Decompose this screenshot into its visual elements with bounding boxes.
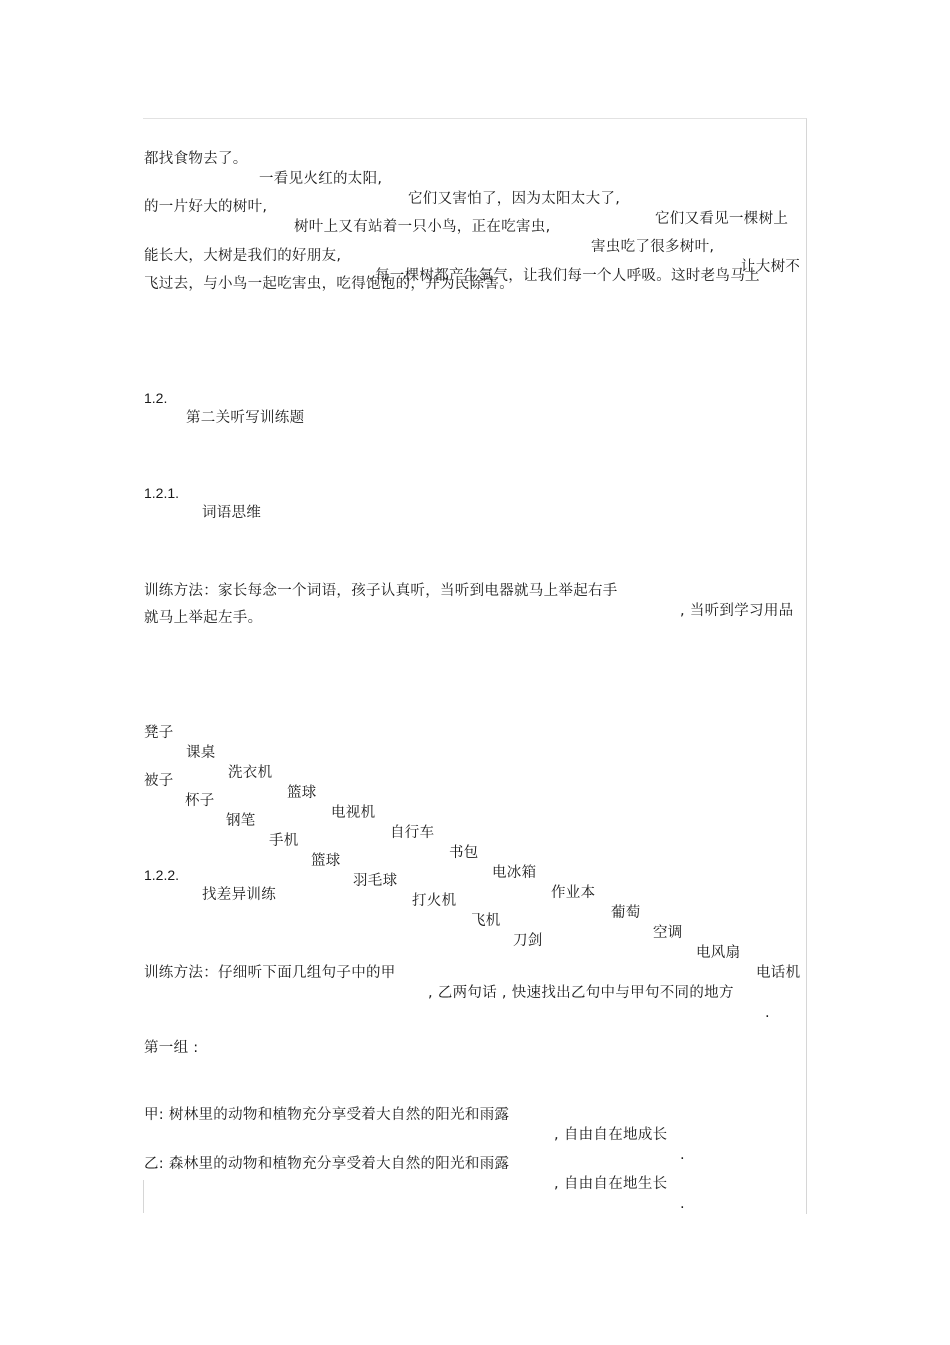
word-item: 凳子 [144, 725, 174, 741]
word-item: 打火机 [412, 893, 457, 909]
section-heading-1-2 [144, 368, 305, 428]
story-text: 它们又看见一棵树上 [655, 211, 789, 227]
story-text: 都找食物去了。 [144, 151, 248, 167]
word-item: 篮球 [287, 785, 317, 801]
story-text: 能长大，大树是我们的好朋友, [144, 248, 342, 264]
word-item: 自行车 [390, 825, 435, 841]
word-item: 葡萄 [611, 905, 641, 921]
word-item: 刀剑 [513, 933, 543, 949]
story-text: 每一棵树都产生氧气，让我们每一个人呼吸。这时老鸟马上 [375, 268, 760, 284]
word-item: 作业本 [551, 885, 596, 901]
sentence-text: . [680, 1196, 685, 1212]
word-item: 羽毛球 [353, 873, 398, 889]
word-item: 洗衣机 [228, 765, 273, 781]
word-item: 空调 [653, 925, 683, 941]
method-line-2: 就马上举起左手。 [144, 610, 263, 626]
sentence-text: . [680, 1147, 685, 1163]
section-title: 找差异训练 [202, 887, 276, 903]
word-item: 钢笔 [226, 813, 256, 829]
section-number: 1.2.1. [144, 485, 180, 501]
sentence-text: , 自由自在地成长 [554, 1127, 668, 1143]
story-text: 一看见火红的太阳, [259, 171, 383, 187]
story-text: 树叶上又有站着一只小鸟，正在吃害虫, [294, 219, 551, 235]
story-text: 它们又害怕了，因为太阳太大了, [408, 191, 621, 207]
section-title: 第二关听写训练题 [186, 410, 305, 426]
sentence-text: 甲: 树林里的动物和植物充分享受着大自然的阳光和雨露 [144, 1107, 510, 1123]
method-text: , 乙两句话 , 快速找出乙句中与甲句不同的地方 [428, 985, 734, 1001]
word-item: 飞机 [471, 913, 501, 929]
word-item: 书包 [449, 845, 479, 861]
story-text: 害虫吃了很多树叶, [591, 239, 715, 255]
section-number: 1.2. [144, 390, 168, 406]
story-text: 的一片好大的树叶, [144, 199, 268, 215]
story-text: 让大树不 [741, 259, 801, 275]
method-text: 训练方法：家长每念一个词语，孩子认真听，当听到电器就马上举起右手 [144, 583, 618, 599]
word-item: 电话机 [756, 965, 801, 981]
word-item: 电风扇 [696, 945, 741, 961]
method-text: , 当听到学习用品 [680, 603, 794, 619]
word-item: 篮球 [311, 853, 341, 869]
method-text: . [765, 1005, 770, 1021]
method-text: 训练方法：仔细听下面几组句子中的甲 [144, 965, 396, 981]
word-item: 杯子 [185, 793, 215, 809]
section-heading-1-2-1 [144, 463, 262, 523]
section-title: 词语思维 [202, 505, 262, 521]
word-item: 手机 [269, 833, 299, 849]
word-item: 电视机 [331, 805, 376, 821]
story-line-4: 飞过去，与小鸟一起吃害虫，吃得饱饱的，并为民除害。 [144, 276, 514, 292]
word-item: 被子 [144, 773, 174, 789]
sentence-text: , 自由自在地生长 [554, 1176, 668, 1192]
word-item: 电冰箱 [492, 865, 537, 881]
sentence-text: 乙: 森林里的动物和植物充分享受着大自然的阳光和雨露 [144, 1156, 510, 1172]
section-heading-1-2-2 [144, 845, 276, 905]
group-label: 第一组 : [144, 1040, 199, 1056]
word-item: 课桌 [186, 745, 216, 761]
section-number: 1.2.2. [144, 867, 180, 883]
